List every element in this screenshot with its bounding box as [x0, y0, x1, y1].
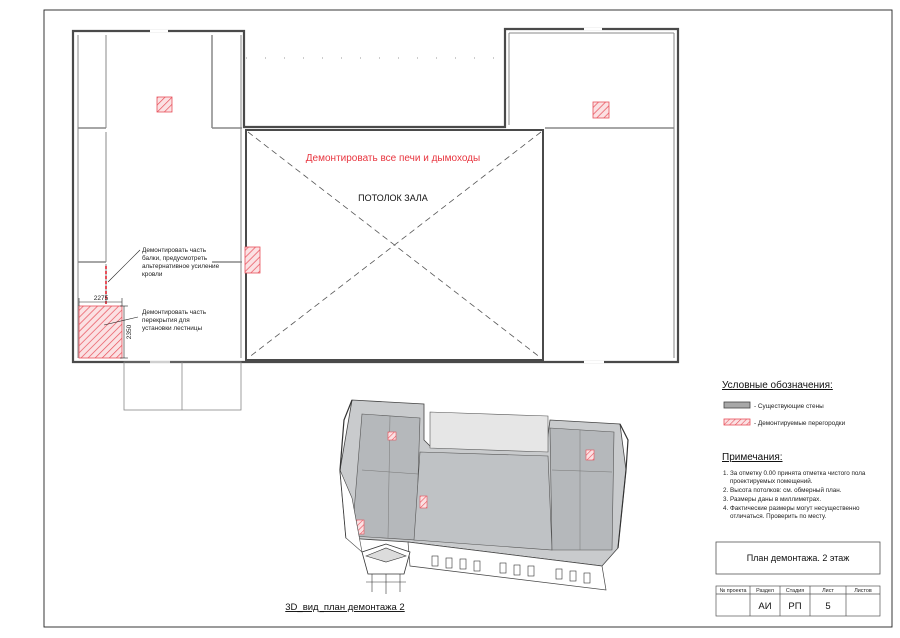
stamp-header-project-no: № проекта: [719, 588, 747, 594]
note-item-4-cont: отличаться. Проверить по месту.: [723, 513, 827, 520]
opening-note-line-2: перекрытия для: [142, 317, 190, 324]
stamp-header-stage: Стадия: [785, 588, 805, 594]
stamp-value-sheet: 5: [825, 601, 831, 612]
floor-plan: [73, 29, 678, 410]
legend-swatch-demolished-partition: [724, 419, 750, 425]
legend-label-existing-wall: - Существующие стены: [754, 403, 824, 410]
note-item-1-cont: проектируемых помещений.: [723, 478, 813, 485]
legend-label-demolished-partition: - Демонтируемые перегородки: [754, 420, 846, 427]
stamp-value-section: АИ: [758, 601, 772, 612]
3d-view-image: [340, 400, 628, 594]
notes-title: Примечания:: [722, 452, 783, 463]
dimension-height: 2350: [126, 324, 133, 340]
opening-note-line-1: Демонтировать часть: [142, 309, 207, 316]
dimension-width: 2275: [93, 295, 109, 302]
beam-note-line-4: кровли: [142, 271, 163, 278]
stove-demolish-1: [157, 97, 172, 112]
legend-swatch-existing-wall: [724, 402, 750, 408]
stamp-header-sheets: Листов: [854, 588, 872, 594]
stamp-header-sheet: Лист: [822, 588, 834, 594]
beam-note-line-2: балки, предусмотреть: [142, 255, 208, 262]
sheet-title: План демонтажа. 2 этаж: [746, 553, 850, 563]
opening-note-line-3: установки лестницы: [142, 325, 203, 332]
notes-list: [723, 470, 866, 520]
stamp-header-section: Раздел: [756, 588, 774, 594]
note-item-1: 1. За отметку 0.00 принята отметка чистого пола: [723, 470, 866, 477]
stove-demolish-2: [593, 102, 609, 118]
note-item-2: 2. Высота потолков: см. обмерный план.: [723, 487, 842, 494]
hall-ceiling-label: ПОТОЛОК ЗАЛА: [358, 193, 428, 203]
demolish-stoves-note: Демонтировать все печи и дымоходы: [305, 153, 481, 164]
legend-title: Условные обозначения:: [722, 380, 833, 391]
beam-note-line-3: альтернативное усиление: [142, 263, 220, 270]
beam-note-line-1: Демонтировать часть: [142, 247, 207, 254]
floor-opening-demolish: [79, 306, 122, 358]
note-item-4: 4. Фактические размеры могут несущественно: [723, 505, 860, 512]
note-item-3: 3. Размеры даны в миллиметрах.: [723, 496, 822, 503]
stamp-value-stage: РП: [788, 601, 802, 612]
stove-demolish-3: [245, 247, 260, 273]
3d-view-caption: 3D_вид_план демонтажа 2: [285, 602, 405, 613]
